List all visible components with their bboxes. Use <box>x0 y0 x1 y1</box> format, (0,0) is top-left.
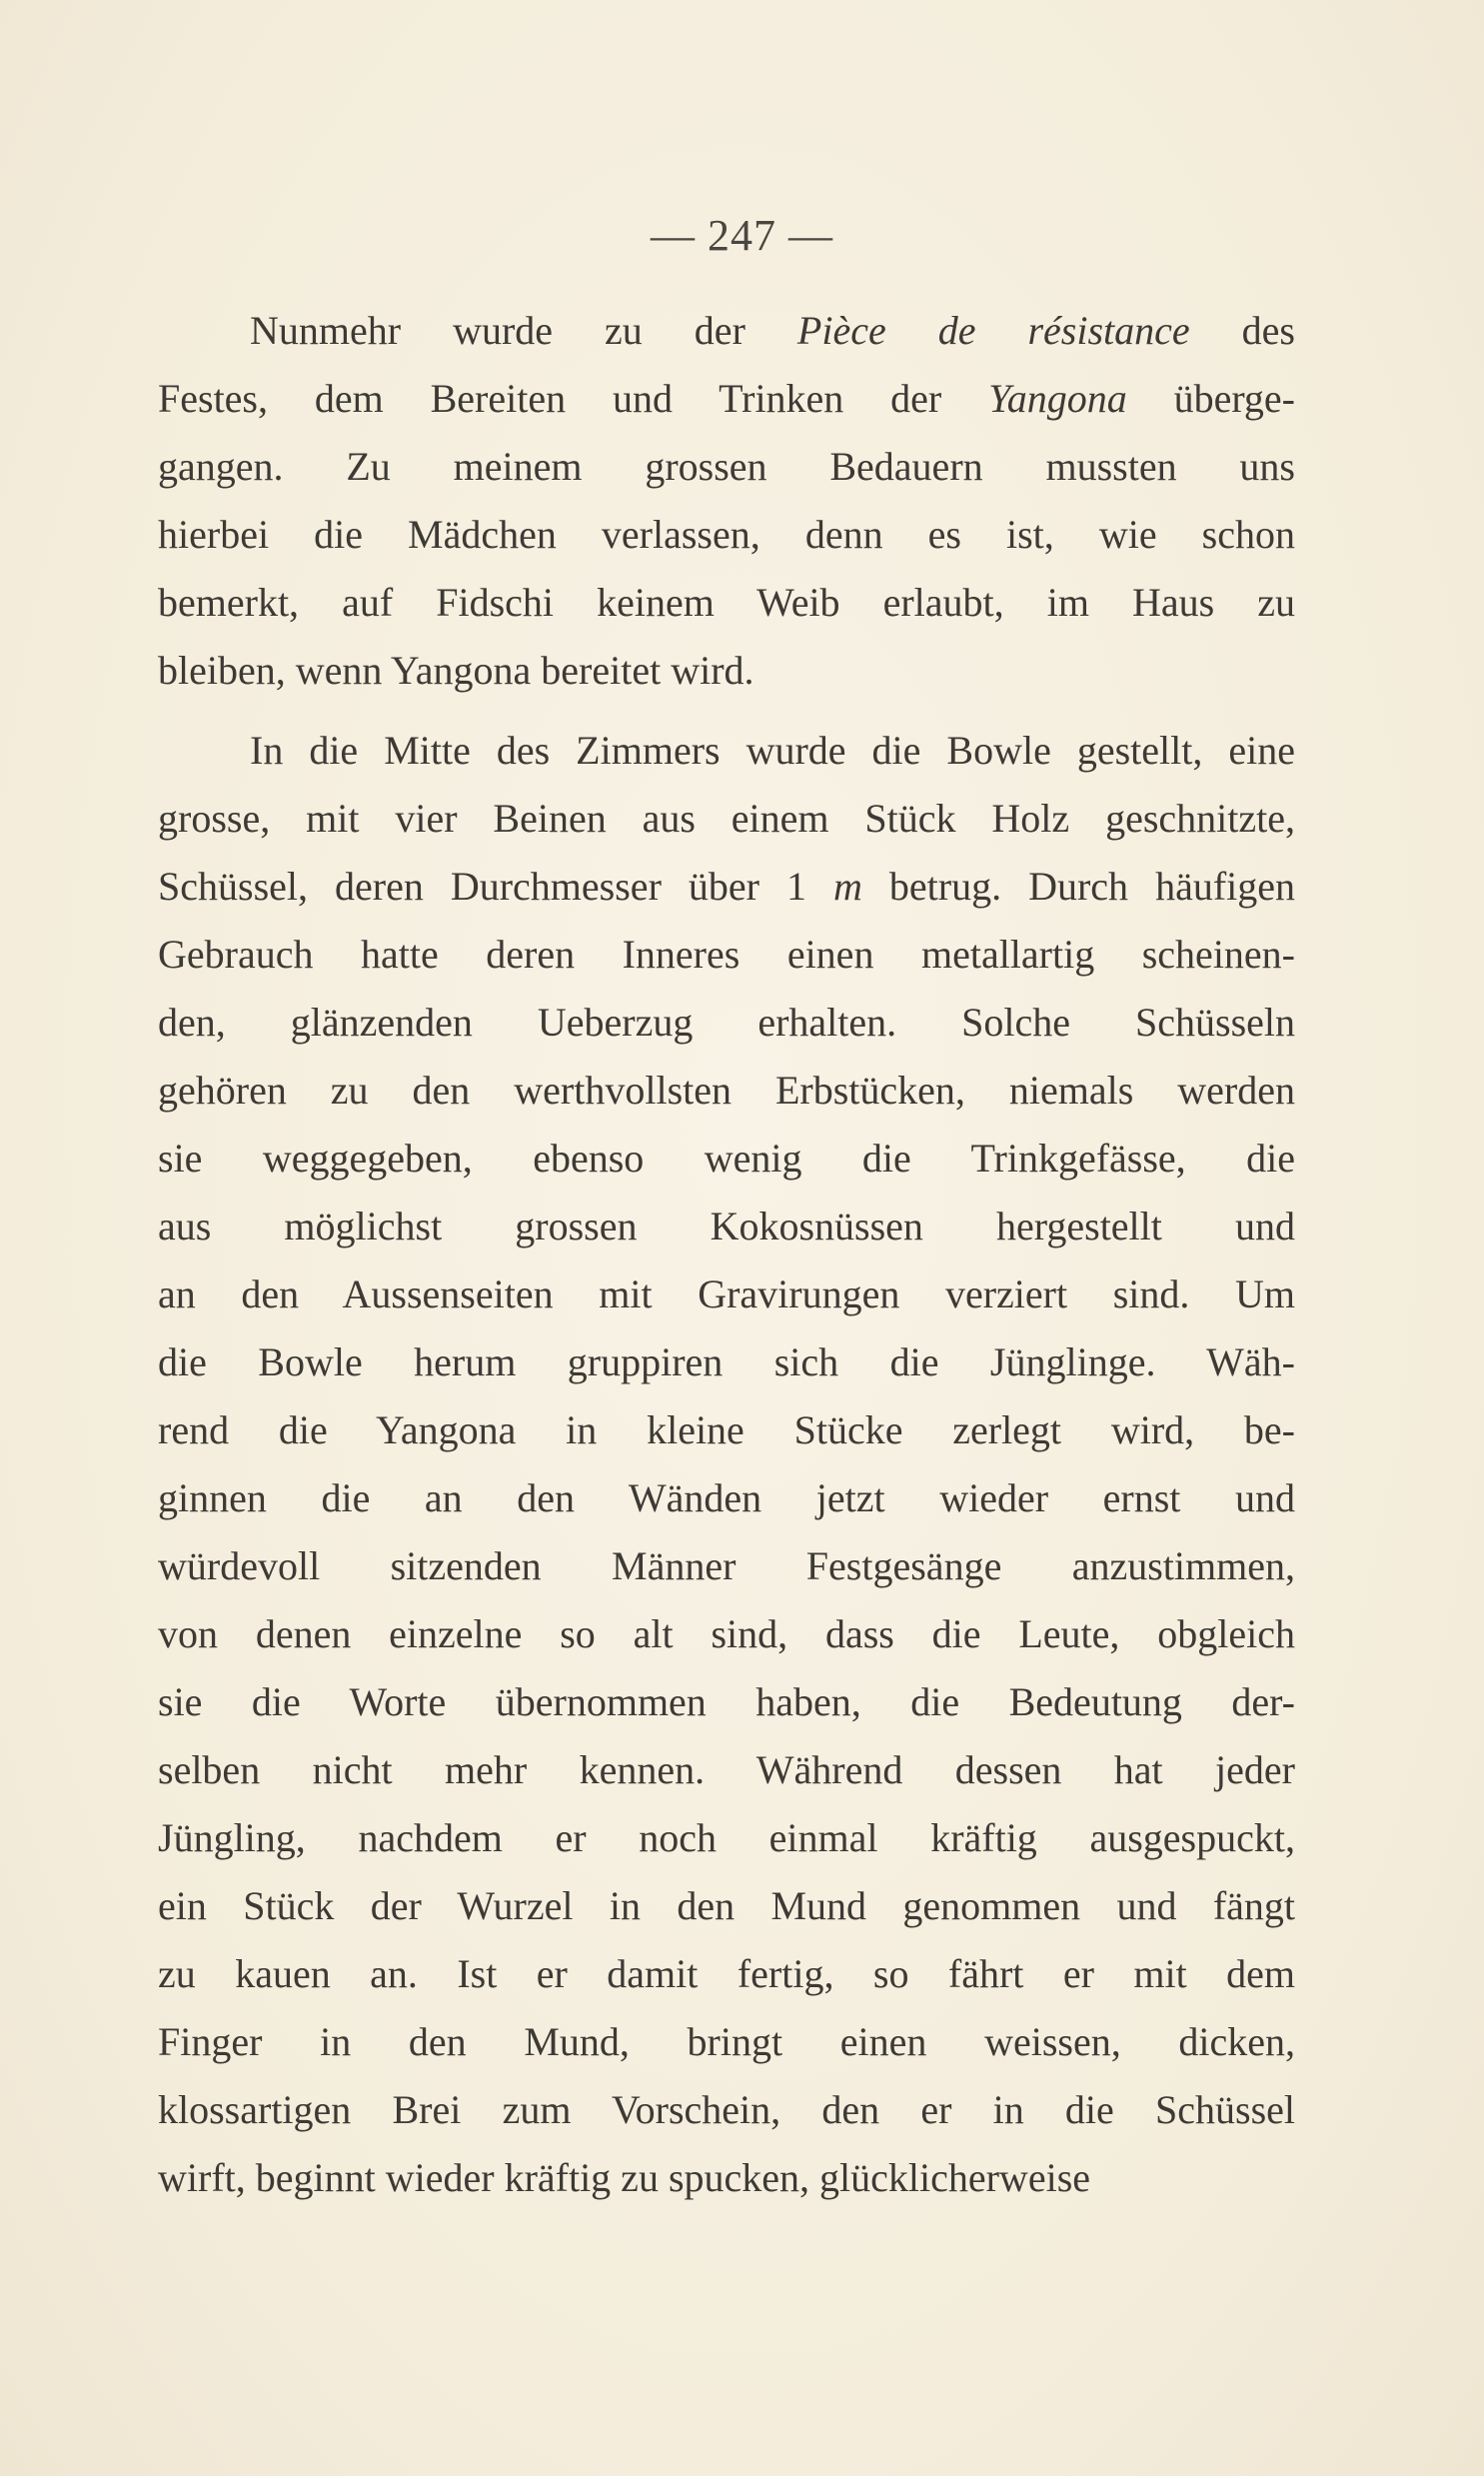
text-line: Schüssel, deren Durchmesser über 1 m betrug. Durch häufigen <box>158 864 1295 909</box>
text-line: wirft, beginnt wieder kräftig zu spucken, glücklicherweise <box>158 2155 1091 2200</box>
text-line: bemerkt, auf Fidschi keinem Weib erlaubt, im Haus zu <box>158 580 1295 625</box>
text-line: grosse, mit vier Beinen aus einem Stück Holz geschnitzte, <box>158 796 1295 841</box>
text-line: Nunmehr wurde zu der Pièce de résistance des <box>250 308 1295 353</box>
text-line: Jüngling, nachdem er noch einmal kräftig ausgespuckt, <box>158 1815 1295 1860</box>
text-line: gehören zu den werthvollsten Erbstücken, niemals werden <box>158 1068 1295 1113</box>
text-line: sie weggegeben, ebenso wenig die Trinkgefässe, die <box>158 1136 1295 1181</box>
text-line: würdevoll sitzenden Männer Festgesänge anzustimmen, <box>158 1543 1295 1588</box>
body-text <box>158 297 1295 2212</box>
text-line: von denen einzelne so alt sind, dass die Leute, obgleich <box>158 1611 1295 1656</box>
text-line: bleiben, wenn Yangona bereitet wird. <box>158 648 754 693</box>
text-line: zu kauen an. Ist er damit fertig, so fährt er mit dem <box>158 1951 1295 1996</box>
text-line: Finger in den Mund, bringt einen weissen, dicken, <box>158 2019 1295 2064</box>
text-line: Gebrauch hatte deren Inneres einen metallartig scheinen- <box>158 932 1295 977</box>
text-line: selben nicht mehr kennen. Während dessen hat jeder <box>158 1747 1295 1792</box>
paragraph-gap <box>158 705 1295 717</box>
text-line: ginnen die an den Wänden jetzt wieder ernst und <box>158 1475 1295 1520</box>
text-line: In die Mitte des Zimmers wurde die Bowle gestellt, eine <box>250 728 1295 773</box>
text-line: ein Stück der Wurzel in den Mund genommen und fängt <box>158 1883 1295 1928</box>
text-line: gangen. Zu meinem grossen Bedauern mussten uns <box>158 444 1295 489</box>
text-line: den, glänzenden Ueberzug erhalten. Solche Schüsseln <box>158 1000 1295 1045</box>
page-number: — 247 — <box>651 211 833 260</box>
italic-term: Pièce de résistance <box>796 308 1190 353</box>
text-line: sie die Worte übernommen haben, die Bedeutung der- <box>158 1679 1295 1724</box>
italic-term: m <box>833 864 862 909</box>
text-line: aus möglichst grossen Kokosnüssen hergestellt und <box>158 1204 1295 1248</box>
text-line: rend die Yangona in kleine Stücke zerlegt wird, be- <box>158 1407 1295 1452</box>
text-line: an den Aussenseiten mit Gravirungen verziert sind. Um <box>158 1271 1295 1316</box>
text-line: hierbei die Mädchen verlassen, denn es ist, wie schon <box>158 512 1295 557</box>
text-line: klossartigen Brei zum Vorschein, den er in die Schüssel <box>158 2087 1295 2132</box>
italic-term: Yangona <box>988 376 1127 421</box>
text-line: die Bowle herum gruppiren sich die Jünglinge. Wäh- <box>158 1339 1295 1384</box>
text-line: Festes, dem Bereiten und Trinken der Yangona überge- <box>158 376 1295 421</box>
